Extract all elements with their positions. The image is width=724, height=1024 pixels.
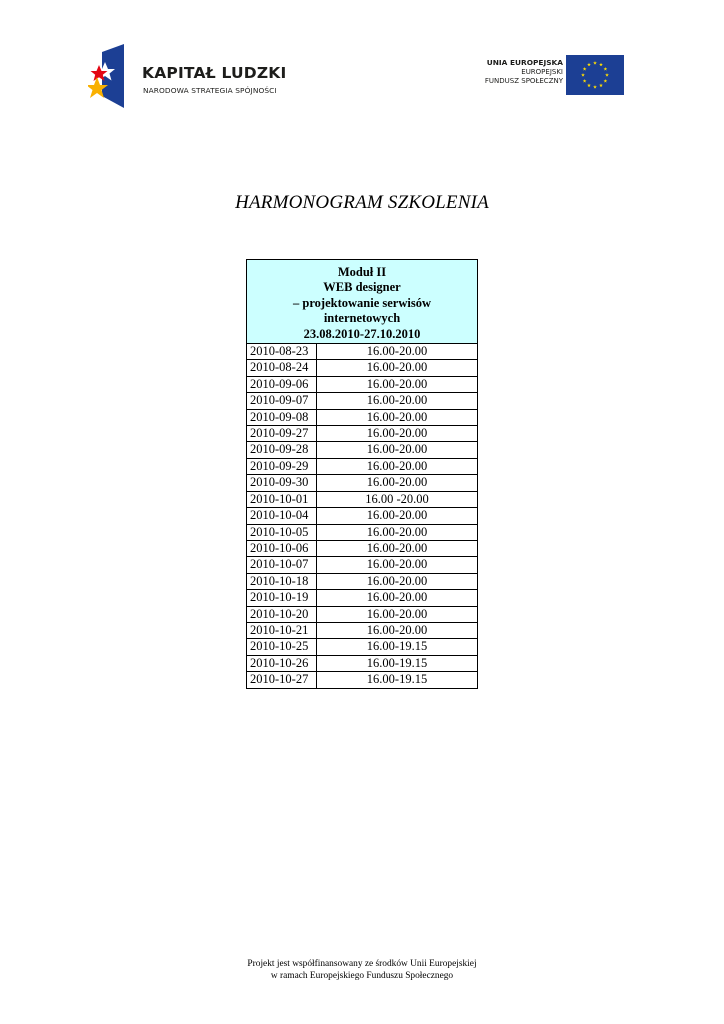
row-time: 16.00-20.00: [317, 606, 478, 622]
table-row: [247, 376, 478, 392]
row-date: 2010-09-07: [247, 393, 317, 409]
row-time: 16.00-20.00: [317, 573, 478, 589]
unia-europejska-logo: [470, 54, 630, 98]
table-row: [247, 426, 478, 442]
row-date: 2010-09-30: [247, 475, 317, 491]
table-row: [247, 622, 478, 638]
row-time: 16.00 -20.00: [317, 491, 478, 507]
kapital-ludzki-emblem-icon: [88, 44, 128, 110]
module-description-1: – projektowanie serwisów: [293, 295, 431, 310]
row-time: 16.00-20.00: [317, 360, 478, 376]
table-row: [247, 557, 478, 573]
row-date: 2010-10-18: [247, 573, 317, 589]
row-time: 16.00-20.00: [317, 393, 478, 409]
module-course: WEB designer: [323, 280, 401, 295]
eu-flag-icon: [566, 55, 624, 95]
table-row: [247, 393, 478, 409]
row-time: 16.00-20.00: [317, 622, 478, 638]
kapital-ludzki-logo: [88, 44, 288, 110]
table-row: [247, 524, 478, 540]
page-title: HARMONOGRAM SZKOLENIA: [235, 192, 489, 213]
row-time: 16.00-20.00: [317, 376, 478, 392]
row-time: 16.00-20.00: [317, 557, 478, 573]
footer-line-2: w ramach Europejskiego Funduszu Społecznego: [270, 971, 454, 981]
row-date: 2010-09-08: [247, 409, 317, 425]
row-time: 16.00-20.00: [317, 590, 478, 606]
row-date: 2010-10-21: [247, 622, 317, 638]
table-row: [247, 639, 478, 655]
row-time: 16.00-20.00: [317, 524, 478, 540]
row-date: 2010-09-29: [247, 458, 317, 474]
row-date: 2010-09-06: [247, 376, 317, 392]
eu-line-1: UNIA EUROPEJSKA: [486, 58, 563, 67]
row-date: 2010-10-26: [247, 655, 317, 671]
row-time: 16.00-20.00: [317, 409, 478, 425]
table-row: [247, 360, 478, 376]
row-date: 2010-10-27: [247, 672, 317, 688]
row-date: 2010-09-27: [247, 426, 317, 442]
table-row: [247, 606, 478, 622]
row-date: 2010-10-07: [247, 557, 317, 573]
table-row: [247, 672, 478, 688]
row-time: 16.00-19.15: [317, 655, 478, 671]
table-row: [247, 590, 478, 606]
table-row: [247, 540, 478, 556]
row-time: 16.00-19.15: [317, 672, 478, 688]
eu-line-2: EUROPEJSKI: [521, 67, 563, 76]
table-row: [247, 655, 478, 671]
row-date: 2010-10-20: [247, 606, 317, 622]
row-time: 16.00-20.00: [317, 508, 478, 524]
row-time: 16.00-20.00: [317, 540, 478, 556]
row-date: 2010-10-19: [247, 590, 317, 606]
row-time: 16.00-20.00: [317, 344, 478, 360]
row-date: 2010-08-24: [247, 360, 317, 376]
footer-note: [0, 958, 724, 982]
footer-line-1: Projekt jest współfinansowany ze środków Unii Europejskiej: [247, 959, 477, 969]
row-date: 2010-10-05: [247, 524, 317, 540]
row-time: 16.00-20.00: [317, 442, 478, 458]
table-row: [247, 573, 478, 589]
row-time: 16.00-19.15: [317, 639, 478, 655]
module-name: Moduł II: [337, 265, 387, 279]
row-date: 2010-10-06: [247, 540, 317, 556]
table-row: [247, 409, 478, 425]
schedule-table: [246, 259, 478, 689]
logo-title: KAPITAŁ LUDZKI: [142, 64, 287, 82]
table-row: [247, 491, 478, 507]
table-row: [247, 475, 478, 491]
module-date-range: 23.08.2010-27.10.2010: [303, 326, 421, 341]
logo-subtitle: NARODOWA STRATEGIA SPÓJNOŚCI: [143, 86, 277, 95]
table-header-row: [247, 260, 478, 344]
row-date: 2010-09-28: [247, 442, 317, 458]
eu-line-3: FUNDUSZ SPOŁECZNY: [484, 77, 563, 85]
row-date: 2010-08-23: [247, 344, 317, 360]
row-time: 16.00-20.00: [317, 475, 478, 491]
table-row: [247, 508, 478, 524]
row-date: 2010-10-01: [247, 491, 317, 507]
table-row: [247, 458, 478, 474]
module-header: [247, 260, 478, 344]
table-row: [247, 344, 478, 360]
table-row: [247, 442, 478, 458]
row-date: 2010-10-04: [247, 508, 317, 524]
module-description-2: internetowych: [323, 311, 401, 326]
eu-logo-text: [485, 58, 563, 87]
row-time: 16.00-20.00: [317, 458, 478, 474]
row-time: 16.00-20.00: [317, 426, 478, 442]
row-date: 2010-10-25: [247, 639, 317, 655]
